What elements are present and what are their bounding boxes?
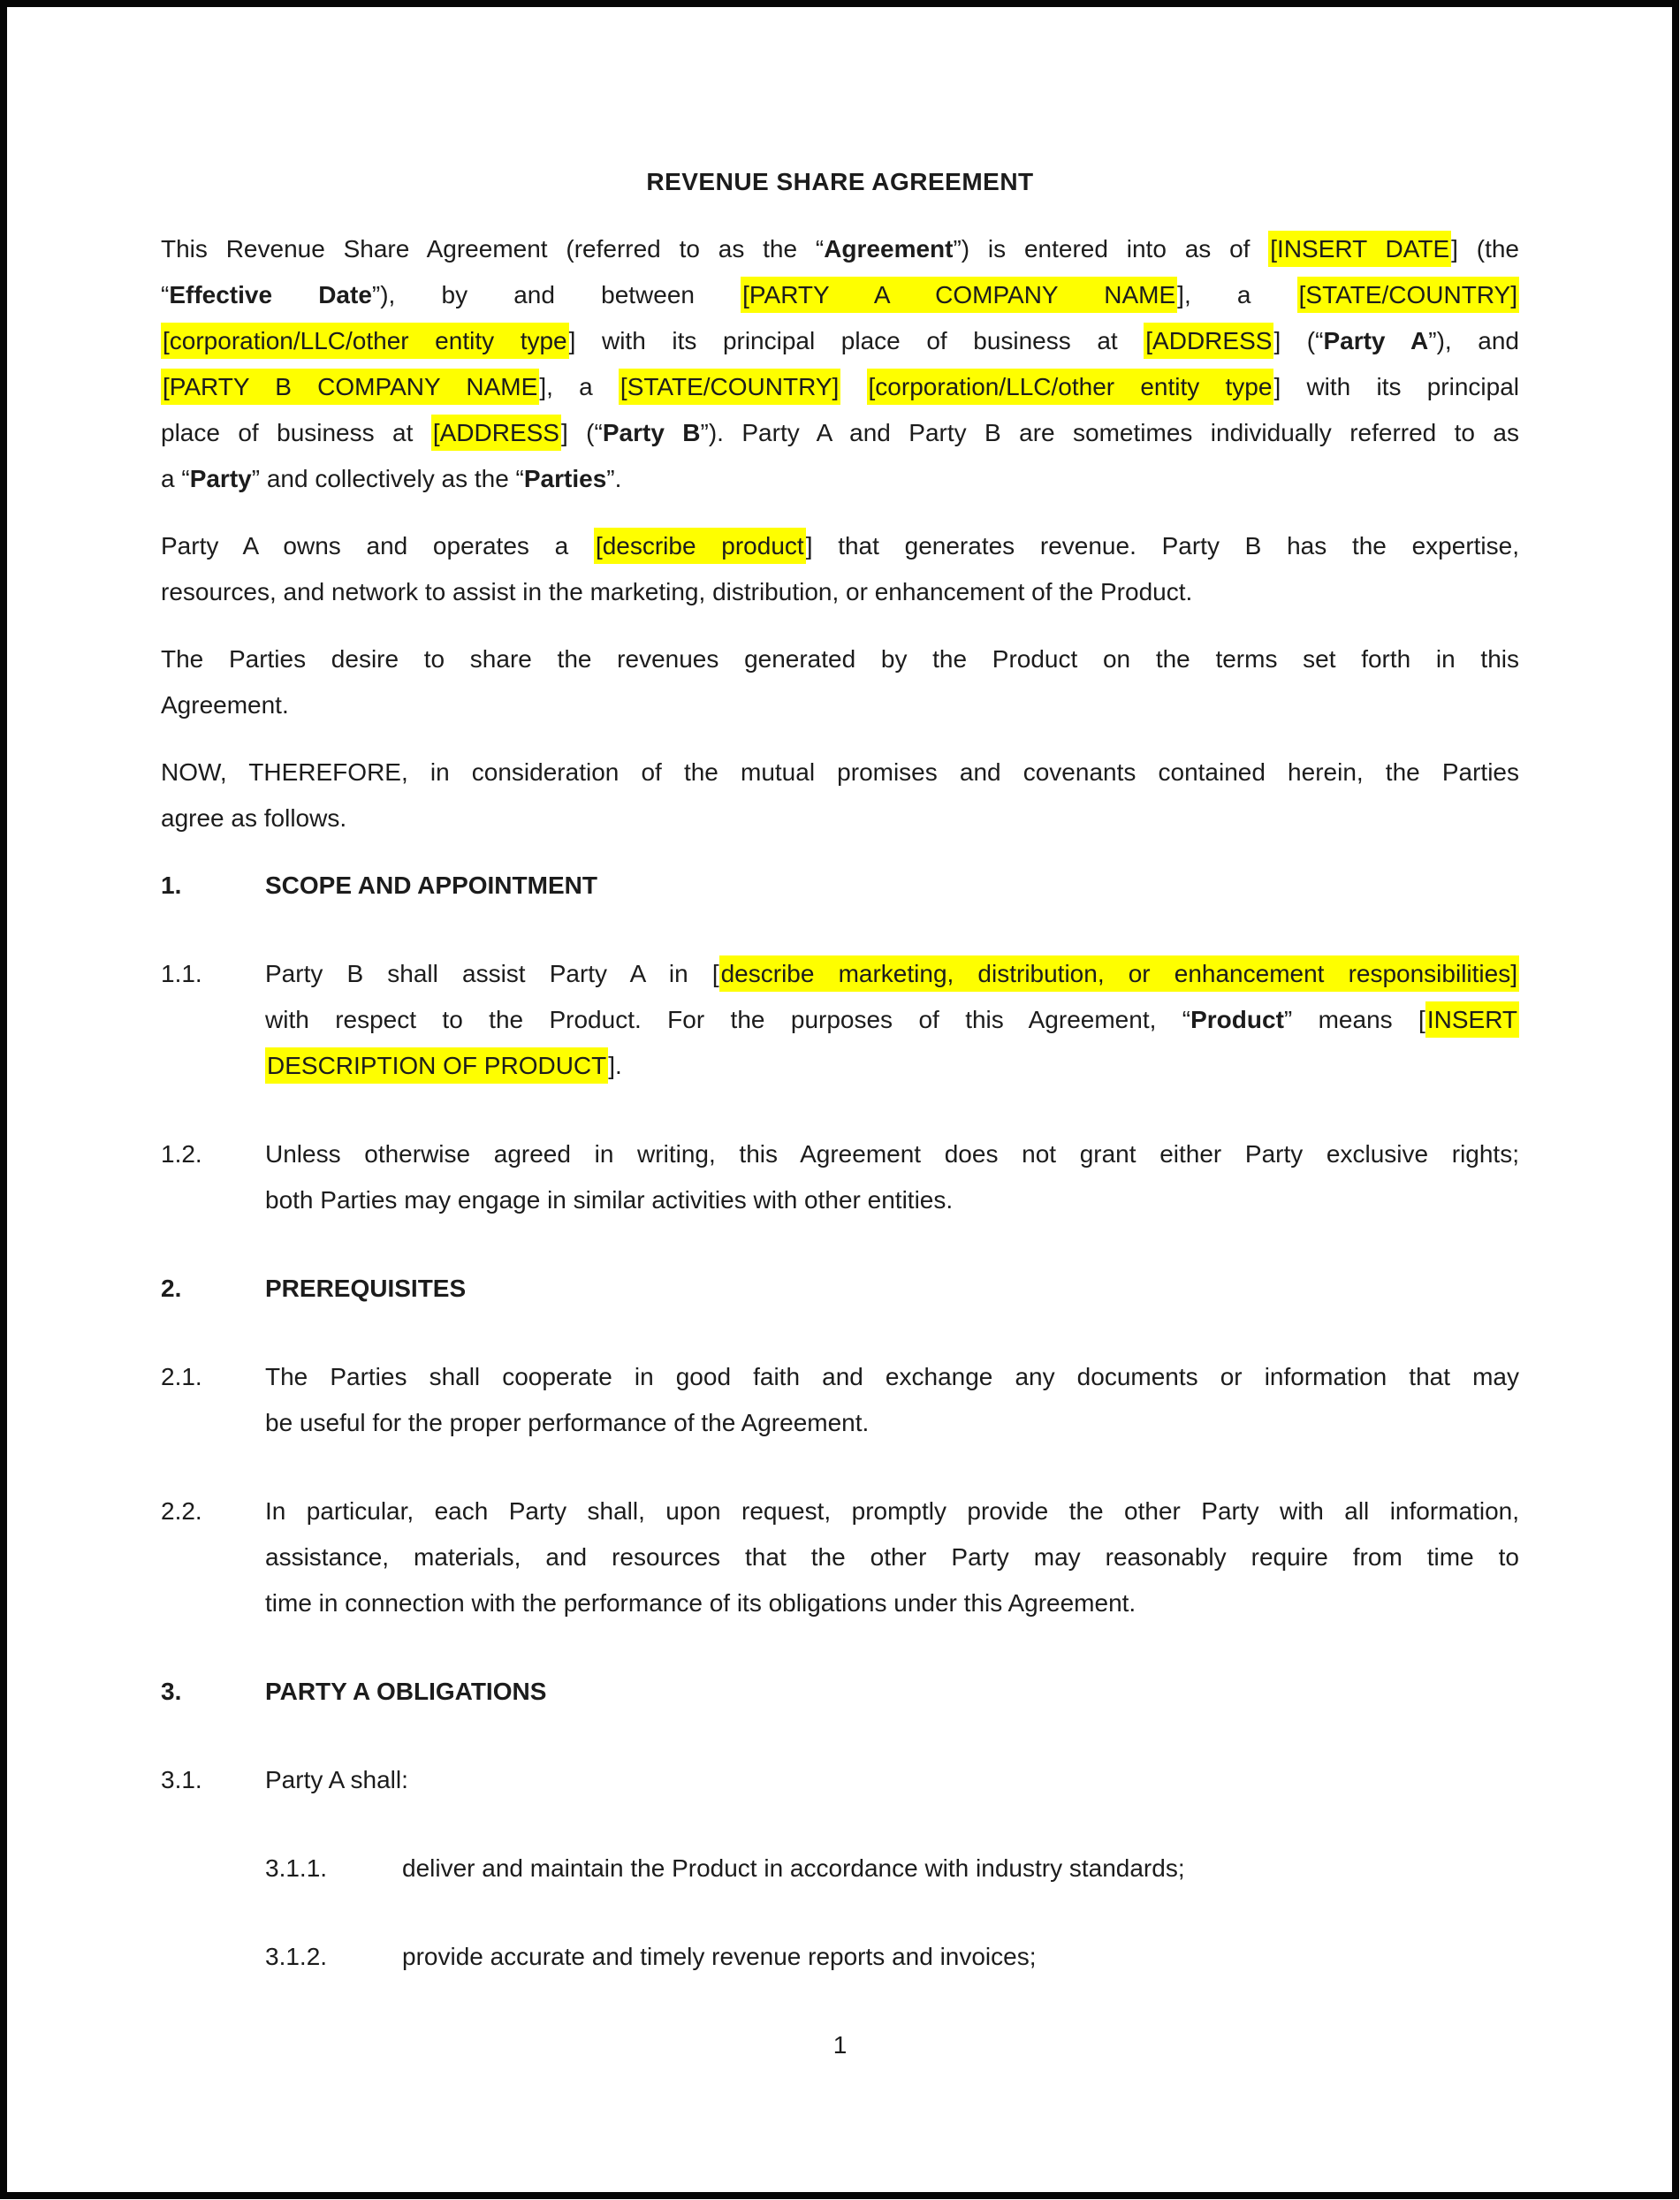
text-run: PREREQUISITES: [265, 1275, 467, 1302]
clause-number: 1.: [161, 872, 182, 899]
text-run: ] with its principal: [1273, 373, 1519, 400]
text-run: Agreement.: [161, 691, 289, 719]
bold-term: Effective Date: [169, 281, 372, 308]
numbered-clause: [161, 951, 1519, 1089]
text-run: ”). Party A and Party B are sometimes individually referred to as: [700, 419, 1519, 446]
paragraph: [161, 226, 1519, 502]
text-run: be useful for the proper performance of the Agreement.: [265, 1409, 870, 1436]
clause-text: [265, 1131, 1519, 1223]
text-run: provide accurate and timely revenue reports and invoices;: [402, 1943, 1037, 1970]
clause-number: 3.: [161, 1678, 182, 1705]
text-line: [265, 1354, 1519, 1400]
text-run: NOW, THEREFORE, in consideration of the mutual promises and covenants contained herein, the Parties: [161, 758, 1519, 786]
text-line: [161, 364, 1519, 410]
numbered-clause: [161, 1757, 1519, 1803]
text-run: ” means [: [1283, 1006, 1425, 1033]
clause-text: [265, 1488, 1519, 1626]
text-line: [265, 863, 1519, 909]
numbered-clause: [161, 1934, 1519, 1980]
highlighted-placeholder: [ADDRESS: [1144, 323, 1273, 359]
text-run: ] that generates revenue. Party B has the expertise,: [805, 532, 1519, 560]
paragraph: [161, 523, 1519, 615]
paragraph: [161, 636, 1519, 728]
clause-number: 1.2.: [161, 1140, 202, 1168]
text-line: [161, 272, 1519, 318]
text-run: ], a: [1177, 281, 1297, 308]
highlighted-placeholder: [INSERT DATE: [1268, 231, 1451, 267]
text-run: ].: [608, 1052, 622, 1079]
text-line: [161, 569, 1519, 615]
text-line: [265, 1266, 1519, 1312]
text-run: PARTY A OBLIGATIONS: [265, 1678, 547, 1705]
clause-text: [265, 1669, 1519, 1715]
text-line: [265, 1534, 1519, 1580]
clause-text: [265, 1354, 1519, 1446]
highlighted-placeholder: [ADDRESS: [431, 415, 561, 451]
highlighted-placeholder: describe marketing, distribution, or enhancement responsibilities]: [719, 955, 1519, 992]
clause-number: 1.1.: [161, 960, 202, 987]
text-line: [265, 1669, 1519, 1715]
numbered-clause: [161, 1488, 1519, 1626]
highlighted-placeholder: [corporation/LLC/other entity type: [161, 323, 569, 359]
text-run: “: [161, 281, 170, 308]
clause-text: [265, 951, 1519, 1089]
numbered-clause: [161, 1846, 1519, 1892]
text-line: [161, 226, 1519, 272]
clause-number: 3.1.1.: [265, 1854, 328, 1882]
highlighted-placeholder: [STATE/COUNTRY]: [619, 369, 840, 405]
text-line: [265, 1131, 1519, 1177]
highlighted-placeholder: [corporation/LLC/other entity type: [867, 369, 1274, 405]
text-run: ] (“: [560, 419, 603, 446]
bold-term: Agreement: [824, 235, 954, 263]
page-number: 1: [832, 2031, 848, 2059]
bold-term: Party B: [602, 419, 701, 446]
highlighted-placeholder: DESCRIPTION OF PRODUCT: [265, 1047, 608, 1084]
text-run: ”.: [606, 465, 622, 492]
clause-number: 3.1.2.: [265, 1943, 328, 1970]
text-run: both Parties may engage in similar activities with other entities.: [265, 1186, 954, 1214]
text-line: [402, 1934, 1519, 1980]
clause-text: [265, 1266, 1519, 1312]
text-line: [265, 997, 1519, 1043]
text-run: [840, 373, 866, 400]
highlighted-placeholder: [PARTY B COMPANY NAME: [161, 369, 539, 405]
paragraph: [161, 750, 1519, 841]
clause-text: [402, 1846, 1519, 1892]
section-heading: [161, 1266, 1519, 1312]
text-run: Party A shall:: [265, 1766, 408, 1793]
text-run: SCOPE AND APPOINTMENT: [265, 872, 597, 899]
text-run: assistance, materials, and resources that the other Party may reasonably require from time to: [265, 1543, 1519, 1571]
text-run: place of business at: [161, 419, 431, 446]
clause-number: 2.2.: [161, 1497, 202, 1525]
text-run: ] with its principal place of business at: [568, 327, 1144, 354]
text-line: [161, 318, 1519, 364]
section-heading: [161, 1669, 1519, 1715]
text-run: resources, and network to assist in the marketing, distribution, or enhancement of the Product.: [161, 578, 1193, 605]
clause-text: [402, 1934, 1519, 1980]
text-run: ”) is entered into as of: [953, 235, 1269, 263]
text-run: with respect to the Product. For the purposes of this Agreement, “: [265, 1006, 1191, 1033]
text-run: This Revenue Share Agreement (referred to as the “: [161, 235, 825, 263]
clause-text: [265, 863, 1519, 909]
text-line: [161, 796, 1519, 841]
text-run: Unless otherwise agreed in writing, this Agreement does not grant either Party exclusive rights;: [265, 1140, 1519, 1168]
text-run: ”), by and between: [371, 281, 741, 308]
text-line: [161, 750, 1519, 796]
section-heading: [161, 863, 1519, 909]
text-run: ] (“: [1273, 327, 1324, 354]
text-run: ” and collectively as the “: [251, 465, 524, 492]
document-body: [161, 226, 1519, 1980]
text-line: [265, 1043, 1519, 1089]
text-line: [161, 523, 1519, 569]
text-line: [265, 951, 1519, 997]
text-line: [265, 1177, 1519, 1223]
highlighted-placeholder: [describe product: [594, 528, 806, 564]
text-line: [161, 682, 1519, 728]
highlighted-placeholder: [STATE/COUNTRY]: [1297, 277, 1519, 313]
text-line: [161, 410, 1519, 456]
text-line: [161, 636, 1519, 682]
bold-term: Parties: [523, 465, 607, 492]
clause-number: 2.: [161, 1275, 182, 1302]
numbered-clause: [161, 1131, 1519, 1223]
text-run: Party A owns and operates a: [161, 532, 594, 560]
text-run: ”), and: [1428, 327, 1519, 354]
text-run: ] (the: [1451, 235, 1519, 263]
text-run: In particular, each Party shall, upon request, promptly provide the other Party with all information,: [265, 1497, 1519, 1525]
clause-text: [265, 1757, 1519, 1803]
text-line: [265, 1757, 1519, 1803]
highlighted-placeholder: [PARTY A COMPANY NAME: [741, 277, 1177, 313]
bold-term: Party: [189, 465, 252, 492]
text-run: agree as follows.: [161, 804, 347, 832]
text-run: deliver and maintain the Product in accordance with industry standards;: [402, 1854, 1185, 1882]
text-line: [402, 1846, 1519, 1892]
highlighted-placeholder: INSERT: [1425, 1001, 1519, 1038]
clause-number: 2.1.: [161, 1363, 202, 1390]
document-title: REVENUE SHARE AGREEMENT: [646, 168, 1034, 195]
text-run: Party B shall assist Party A in [: [265, 960, 719, 987]
text-line: [265, 1488, 1519, 1534]
bold-term: Party A: [1323, 327, 1429, 354]
numbered-clause: [161, 1354, 1519, 1446]
clause-number: 3.1.: [161, 1766, 202, 1793]
text-line: [161, 456, 1519, 502]
text-run: time in connection with the performance of its obligations under this Agreement.: [265, 1589, 1136, 1617]
text-line: [265, 1400, 1519, 1446]
text-run: The Parties shall cooperate in good faith and exchange any documents or information that may: [265, 1363, 1519, 1390]
text-line: [265, 1580, 1519, 1626]
text-run: ], a: [539, 373, 619, 400]
text-run: a “: [161, 465, 190, 492]
text-run: The Parties desire to share the revenues generated by the Product on the terms set forth in this: [161, 645, 1519, 673]
bold-term: Product: [1190, 1006, 1284, 1033]
